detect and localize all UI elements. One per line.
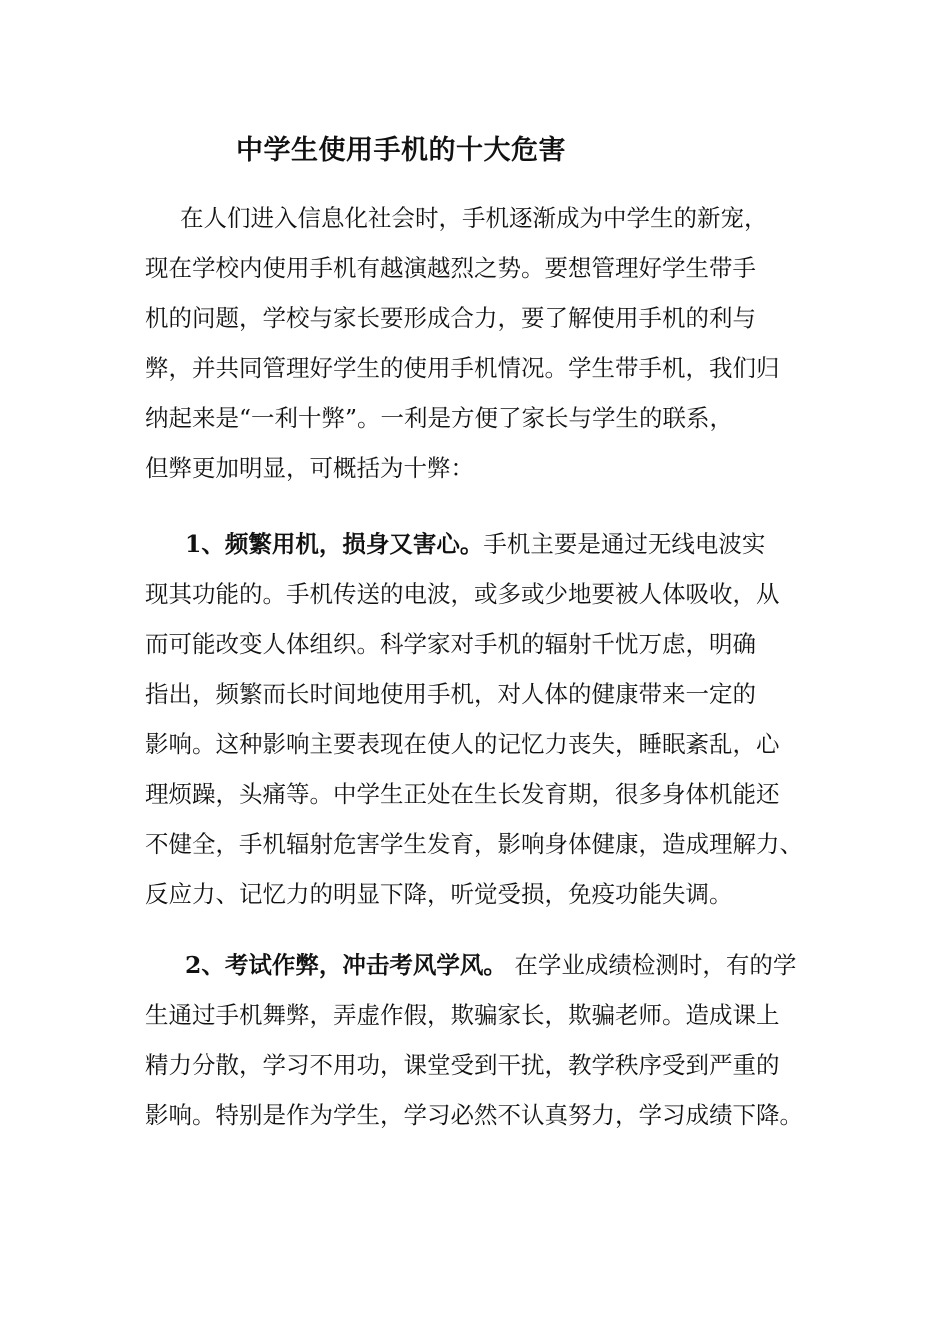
item1-line: 指出，频繁而长时间地使用手机，对人体的健康带来一定的 xyxy=(145,680,756,708)
intro-line: 弊，并共同管理好学生的使用手机情况。学生带手机，我们归 xyxy=(145,354,780,382)
intro-line: 纳起来是“一利十弊”。一利是方便了家长与学生的联系， xyxy=(145,404,734,432)
item1-line: 理烦躁，头痛等。中学生正处在生长发育期，很多身体机能还 xyxy=(145,780,780,808)
item1-line: 反应力、记忆力的明显下降，听觉受损，免疫功能失调。 xyxy=(145,880,733,908)
item2-line: 影响。特别是作为学生，学习必然不认真努力，学习成绩下降。 xyxy=(145,1101,803,1129)
item1-line: 现其功能的。手机传送的电波，或多或少地要被人体吸收，从 xyxy=(145,580,780,608)
intro-line: 但弊更加明显，可概括为十弊： xyxy=(145,454,474,482)
item1-line: 影响。这种影响主要表现在使人的记忆力丧失，睡眠紊乱，心 xyxy=(145,730,780,758)
item2-first-line xyxy=(185,945,796,985)
intro-line: 在人们进入信息化社会时，手机逐渐成为中学生的新宠， xyxy=(180,204,768,232)
item2-line: 生通过手机舞弊，弄虚作假，欺骗家长，欺骗老师。造成课上 xyxy=(145,1001,780,1029)
intro-line: 机的问题，学校与家长要形成合力，要了解使用手机的利与 xyxy=(145,304,756,332)
item1-first-line-text: 手机主要是通过无线电波实 xyxy=(483,530,766,558)
item2-first-line-text: 在学业成绩检测时，有的学 xyxy=(506,951,797,979)
document-title: 中学生使用手机的十大危害 xyxy=(236,135,566,166)
item2-line: 精力分散，学习不用功，课堂受到干扰，教学秩序受到严重的 xyxy=(145,1051,780,1079)
intro-line: 现在学校内使用手机有越演越烈之势。要想管理好学生带手 xyxy=(145,254,756,282)
item1-first-line xyxy=(185,524,765,564)
item2-heading: 2、考试作弊，冲击考风学风。 xyxy=(185,951,507,979)
item1-heading: 1、频繁用机，损身又害心。 xyxy=(185,530,484,558)
item1-line: 不健全，手机辐射危害学生发育，影响身体健康，造成理解力、 xyxy=(145,830,803,858)
item1-line: 而可能改变人体组织。科学家对手机的辐射千忧万虑，明确 xyxy=(145,630,756,658)
